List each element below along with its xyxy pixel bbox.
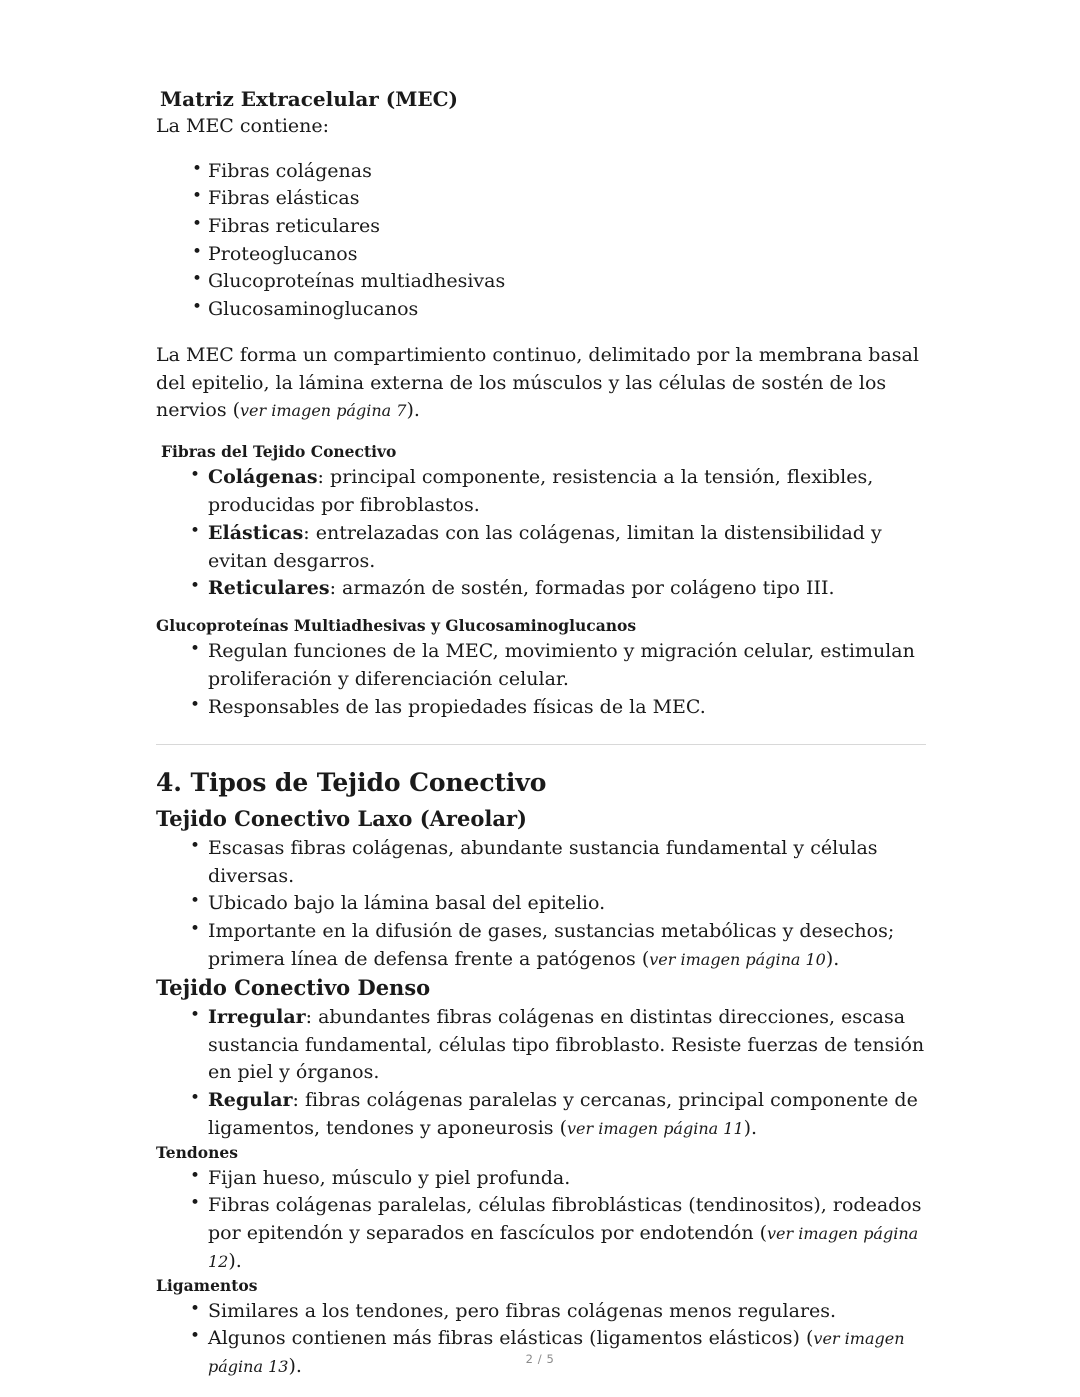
image-reference: ver imagen página 10 xyxy=(649,949,826,969)
list-item-lead: Irregular xyxy=(208,1005,306,1028)
heading-fibras-tejido-conectivo: Fibras del Tejido Conectivo xyxy=(161,442,397,462)
image-reference: ver imagen página 12 xyxy=(208,1224,919,1271)
ligamentos-list xyxy=(156,1298,926,1381)
list-item: • Glucosaminoglucanos xyxy=(156,296,926,324)
list-item-text: Importante en la difusión de gases, sustancias metabólicas y desechos; primera línea de defensa frente a patógenos ( xyxy=(208,920,895,970)
list-item: • Fijan hueso, músculo y piel profunda. xyxy=(156,1165,926,1193)
list-item: • Regulan funciones de la MEC, movimiento y migración celular, estimulan proliferación y diferenciación celular. xyxy=(156,638,926,693)
section-tipos-tejido-conectivo xyxy=(156,767,926,1381)
heading-matriz-extracelular: Matriz Extracelular (MEC) xyxy=(160,87,459,111)
list-item-text: : abundantes fibras colágenas en distintas direcciones, escasa sustancia fundamental, células tipo fibroblasto. Resiste fuerzas de tensión en piel y órganos. xyxy=(208,1005,925,1084)
list-item-text: : principal componente, resistencia a la tensión, flexibles, producidas por fibroblastos. xyxy=(208,466,874,517)
list-item-lead: Reticulares xyxy=(208,577,330,600)
page-number-footer: 2 / 5 xyxy=(525,1352,555,1366)
list-item-text: : entrelazadas con las colágenas, limitan la distensibilidad y evitan desgarros. xyxy=(208,521,882,572)
mec-description-paragraph xyxy=(156,342,926,425)
section-divider xyxy=(156,744,926,745)
section-fibras-tejido-conectivo xyxy=(156,442,926,603)
list-item-lead: Regular xyxy=(208,1089,293,1112)
list-item-tail: ). xyxy=(825,947,840,970)
heading-tipos-tejido-conectivo: 4. Tipos de Tejido Conectivo xyxy=(156,768,547,798)
list-item: • Fibras elásticas xyxy=(156,185,926,213)
section-matriz-extracelular xyxy=(156,86,926,425)
mec-paragraph-text: La MEC forma un compartimiento continuo, delimitado por la membrana basal del epitelio, la lámina externa de los músculos y las células de sostén de los nervios ( xyxy=(156,343,919,422)
section-glucoproteinas xyxy=(156,616,926,721)
list-item-text: : fibras colágenas paralelas y cercanas, principal componente de ligamentos, tendones y aponeurosis ( xyxy=(208,1089,918,1139)
list-item-tail: ). xyxy=(743,1116,758,1139)
mec-paragraph-tail: ). xyxy=(406,399,420,422)
list-item: • Escasas fibras colágenas, abundante sustancia fundamental y células diversas. xyxy=(156,835,926,890)
list-item-lead: Elásticas xyxy=(208,521,304,544)
list-item-tail: ). xyxy=(288,1355,302,1378)
list-item: • Fibras colágenas xyxy=(156,158,926,186)
list-item-text: : armazón de sostén, formadas por colágeno tipo III. xyxy=(329,577,835,600)
image-reference: ver imagen página 7 xyxy=(240,401,407,421)
list-item: • Fibras reticulares xyxy=(156,213,926,241)
list-item xyxy=(156,464,926,519)
tejido-laxo-list xyxy=(156,835,926,974)
list-item: • Proteoglucanos xyxy=(156,241,926,269)
list-item: • Glucoproteínas multiadhesivas xyxy=(156,268,926,296)
image-reference: ver imagen página 11 xyxy=(567,1118,744,1138)
heading-tejido-conectivo-laxo: Tejido Conectivo Laxo (Areolar) xyxy=(156,805,527,831)
image-reference: ver imagen página 13 xyxy=(208,1329,905,1377)
list-item: • Similares a los tendones, pero fibras colágenas menos regulares. xyxy=(156,1298,926,1326)
fibras-list xyxy=(156,464,926,603)
list-item: • Ubicado bajo la lámina basal del epitelio. xyxy=(156,890,926,918)
list-item-tail: ). xyxy=(228,1249,242,1272)
heading-glucoproteinas: Glucoproteínas Multiadhesivas y Glucosaminoglucanos xyxy=(156,615,637,635)
page-content xyxy=(156,86,926,1381)
mec-components-list xyxy=(156,158,926,324)
list-item: • Responsables de las propiedades físicas de la MEC. xyxy=(156,694,926,722)
list-item xyxy=(156,575,926,603)
list-item xyxy=(156,1087,926,1142)
heading-tejido-conectivo-denso: Tejido Conectivo Denso xyxy=(156,974,431,1000)
mec-intro-text: La MEC contiene: xyxy=(156,115,330,137)
list-item xyxy=(156,1192,926,1275)
list-item-text: Fibras colágenas paralelas, células fibroblásticas (tendinositos), rodeados por epitendón y separados en fascículos por endotendón ( xyxy=(208,1194,922,1245)
list-item-lead: Colágenas xyxy=(208,466,318,489)
glucoproteinas-list xyxy=(156,638,926,721)
tendones-list xyxy=(156,1165,926,1276)
list-item-text: Algunos contienen más fibras elásticas (ligamentos elásticos) ( xyxy=(208,1327,814,1350)
heading-ligamentos: Ligamentos xyxy=(156,1275,258,1295)
heading-tendones: Tendones xyxy=(156,1142,238,1162)
list-item xyxy=(156,918,926,973)
list-item xyxy=(156,520,926,575)
tejido-denso-list xyxy=(156,1004,926,1143)
list-item xyxy=(156,1004,926,1087)
